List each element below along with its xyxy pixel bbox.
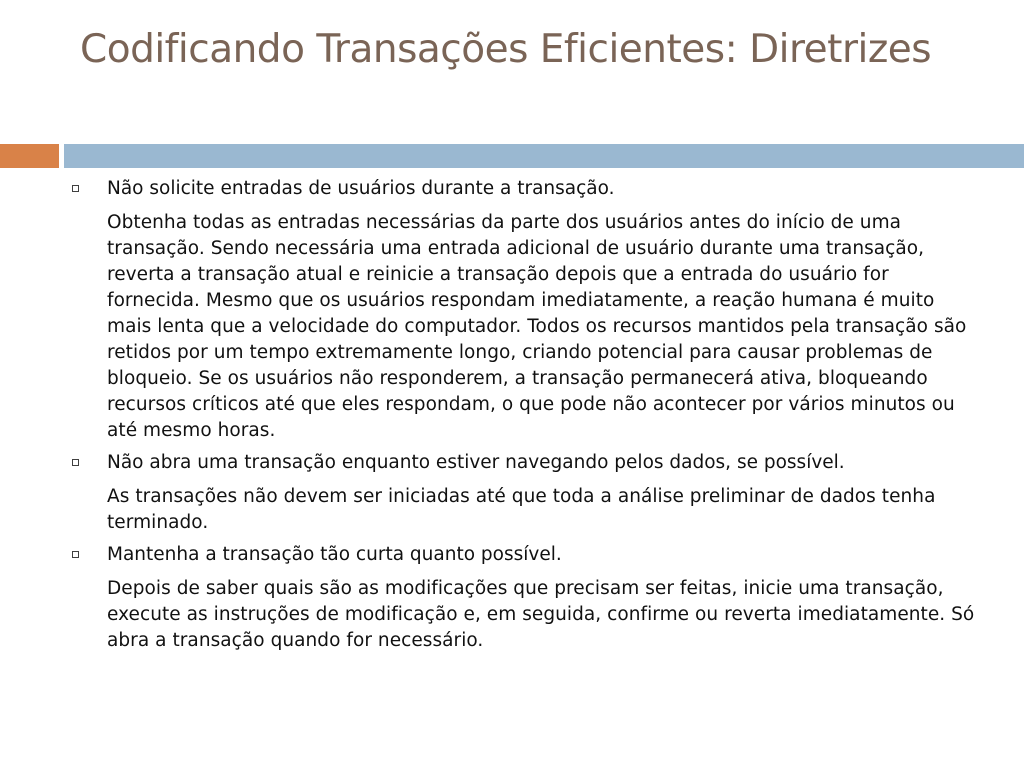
bullet-detail: Depois de saber quais são as modificações que precisam ser feitas, inicie uma transação, execute as instruções de modificação e, em seguida, confirme ou reverta imediatamente. Só abra a transação quando for necessário. <box>107 578 975 651</box>
bullet-item <box>0 450 1024 536</box>
bullet-detail: As transações não devem ser iniciadas até que toda a análise preliminar de dados tenha terminado. <box>107 486 936 533</box>
bullet-item <box>0 176 1024 444</box>
title-rule-orange <box>0 144 59 168</box>
square-bullet-icon <box>72 459 79 466</box>
bullet-heading: Mantenha a transação tão curta quanto possível. <box>107 544 562 565</box>
square-bullet-icon <box>72 551 79 558</box>
bullet-heading: Não solicite entradas de usuários durante a transação. <box>107 178 615 199</box>
slide-body <box>0 176 1024 660</box>
bullet-item <box>0 542 1024 654</box>
bullet-detail: Obtenha todas as entradas necessárias da parte dos usuários antes do início de uma transação. Sendo necessária uma entrada adicional de usuário durante uma transação, reverta a transação atual e reinicie a transação depois que a entrada do usuário for fornecida. Mesmo que os usuários respondam imediatamente, a reação humana é muito mais lenta que a velocidade do computador. Todos os recursos mantidos pela transação são retidos por um tempo extremamente longo, criando potencial para causar problemas de bloqueio. Se os usuários não responderem, a transação permanecerá ativa, bloqueando recursos críticos até que eles respondam, o que pode não acontecer por vários minutos ou até mesmo horas. <box>107 212 967 441</box>
title-rule-blue <box>64 144 1024 168</box>
bullet-heading: Não abra uma transação enquanto estiver navegando pelos dados, se possível. <box>107 452 845 473</box>
square-bullet-icon <box>72 185 79 192</box>
slide-title: Codificando Transações Eficientes: Diretrizes <box>80 27 932 72</box>
